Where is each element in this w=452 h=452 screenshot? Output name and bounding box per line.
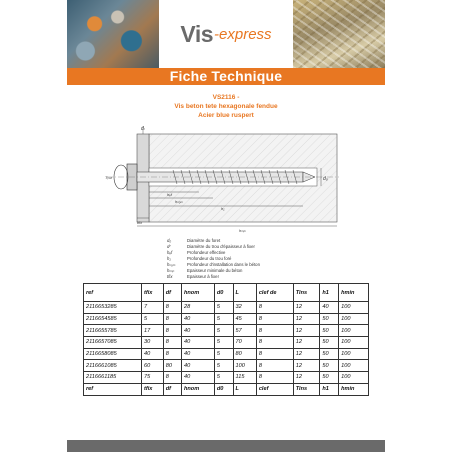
page-title-banner: Fiche Technique xyxy=(67,68,385,85)
table-cell: 7 xyxy=(141,302,163,314)
legend-item: hₙₒₘ Profondeur d'installation dans le béton xyxy=(167,262,260,267)
table-cell: h1 xyxy=(320,383,339,395)
table-cell: 8 xyxy=(163,372,181,384)
table-cell: L xyxy=(233,284,256,302)
table-cell: 8 xyxy=(256,360,293,372)
table-cell: 2116661185 xyxy=(84,372,142,384)
table-cell: 2116654585 xyxy=(84,313,142,325)
footer-bar xyxy=(67,440,385,452)
table-cell: 5 xyxy=(214,372,233,384)
table-cell: 8 xyxy=(163,302,181,314)
table-cell: hmin xyxy=(339,383,369,395)
legend-item: d₀ Diamètre du foret xyxy=(167,238,221,243)
table-cell: hmin xyxy=(339,284,369,302)
h1-label: h₁ xyxy=(221,206,225,211)
table-cell: 40 xyxy=(181,360,214,372)
header xyxy=(67,0,385,68)
table-cell: 12 xyxy=(293,302,320,314)
table-cell: 50 xyxy=(320,337,339,349)
table-cell: 12 xyxy=(293,325,320,337)
table-cell: 50 xyxy=(320,325,339,337)
table-cell: 8 xyxy=(256,348,293,360)
logo-vis-text: Vis xyxy=(180,20,214,47)
table-cell: clef xyxy=(256,383,293,395)
table-cell: 40 xyxy=(181,313,214,325)
table-cell: 8 xyxy=(256,337,293,349)
table-cell: L xyxy=(233,383,256,395)
table-cell: 100 xyxy=(339,302,369,314)
tinst-label: Tᵢₙₛₜ xyxy=(105,175,113,180)
table-cell: 60 xyxy=(141,360,163,372)
table-cell: 8 xyxy=(163,313,181,325)
table-cell: d0 xyxy=(214,284,233,302)
table-cell: 40 xyxy=(141,348,163,360)
table-cell: tfix xyxy=(141,284,163,302)
table-cell: 100 xyxy=(339,372,369,384)
table-cell: 30 xyxy=(141,337,163,349)
table-cell: 8 xyxy=(256,325,293,337)
table-cell: Tins xyxy=(293,284,320,302)
table-row xyxy=(84,360,369,372)
table-cell: 80 xyxy=(163,360,181,372)
symbol-legend xyxy=(167,238,260,280)
product-material: Acier blue ruspert xyxy=(198,112,254,119)
table-cell: 45 xyxy=(233,313,256,325)
table-cell: hnom xyxy=(181,284,214,302)
table-cell: Tins xyxy=(293,383,320,395)
table-cell: ref xyxy=(84,284,142,302)
hmin-label: hₘᵢₙ xyxy=(239,228,246,233)
fiche-technique-page xyxy=(67,0,385,452)
table-cell: 5 xyxy=(214,337,233,349)
table-cell: tfix xyxy=(141,383,163,395)
product-code: VS2116 - xyxy=(212,94,240,101)
table-cell: hnom xyxy=(181,383,214,395)
table-cell: df xyxy=(163,284,181,302)
table-row xyxy=(84,302,369,314)
table-cell: 2116655785 xyxy=(84,325,142,337)
table-cell: 12 xyxy=(293,348,320,360)
hnom-label: hₙₒₘ xyxy=(175,199,183,204)
table-cell: 40 xyxy=(181,348,214,360)
table-cell: 5 xyxy=(214,325,233,337)
table-cell: 57 xyxy=(233,325,256,337)
table-cell: 32 xyxy=(233,302,256,314)
table-cell: 50 xyxy=(320,372,339,384)
table-cell: 100 xyxy=(339,313,369,325)
d0-label: d₀ xyxy=(323,176,328,182)
table-cell: 28 xyxy=(181,302,214,314)
table-cell: 5 xyxy=(141,313,163,325)
hef-label: hₑf xyxy=(167,192,172,197)
table-cell: df xyxy=(163,383,181,395)
table-row xyxy=(84,372,369,384)
table-cell: 100 xyxy=(339,325,369,337)
table-row xyxy=(84,325,369,337)
table-cell: 100 xyxy=(339,360,369,372)
table-cell: 50 xyxy=(320,348,339,360)
table-cell: 12 xyxy=(293,313,320,325)
table-row xyxy=(84,337,369,349)
table-row xyxy=(84,348,369,360)
table-cell: 12 xyxy=(293,337,320,349)
product-name: Vis beton tete hexagonale fendue xyxy=(174,103,278,110)
table-cell: 70 xyxy=(233,337,256,349)
table-header-row xyxy=(84,284,369,302)
table-cell: 8 xyxy=(256,372,293,384)
table-cell: 115 xyxy=(233,372,256,384)
logo xyxy=(159,0,293,68)
table-cell: 2116653285 xyxy=(84,302,142,314)
table-cell: 12 xyxy=(293,372,320,384)
legend-item: dᶠ Diamètre du trou d'épaisseur à fixer xyxy=(167,244,255,249)
table-cell: 50 xyxy=(320,360,339,372)
table-cell: 17 xyxy=(141,325,163,337)
screws-photo xyxy=(293,0,385,68)
table-cell: 100 xyxy=(233,360,256,372)
table-cell: h1 xyxy=(320,284,339,302)
table-cell: 5 xyxy=(214,313,233,325)
table-cell: 12 xyxy=(293,360,320,372)
table-cell: 8 xyxy=(163,337,181,349)
legend-item: h₁ Profondeur du trou foré xyxy=(167,256,232,261)
technical-drawing xyxy=(103,124,343,234)
legend-item: tfix Epaisseur à fixer xyxy=(167,274,220,279)
table-cell: 2116658085 xyxy=(84,348,142,360)
product-titles xyxy=(67,93,385,120)
table-footer-row xyxy=(84,383,369,395)
legend-item: hₘᵢₙ Epaisseur minimale du béton xyxy=(167,268,243,273)
table-cell: ref xyxy=(84,383,142,395)
logo-express-text: -express xyxy=(214,25,272,43)
table-cell: 8 xyxy=(256,302,293,314)
table-cell: 40 xyxy=(181,325,214,337)
table-cell: 40 xyxy=(181,372,214,384)
legend-item: hₑf Profondeur effective xyxy=(167,250,226,255)
tfix-label: tfix xyxy=(137,220,143,225)
table-cell: 100 xyxy=(339,337,369,349)
spec-table xyxy=(83,283,369,396)
dl-label: dₗ xyxy=(141,126,145,132)
table-cell: 5 xyxy=(214,348,233,360)
table-cell: 80 xyxy=(233,348,256,360)
table-cell: 40 xyxy=(320,302,339,314)
table-cell: d0 xyxy=(214,383,233,395)
table-row xyxy=(84,313,369,325)
table-cell: 2116657085 xyxy=(84,337,142,349)
table-cell: 100 xyxy=(339,348,369,360)
table-cell: 2116661085 xyxy=(84,360,142,372)
table-cell: clef de xyxy=(256,284,293,302)
table-cell: 5 xyxy=(214,302,233,314)
table-cell: 8 xyxy=(163,348,181,360)
table-cell: 8 xyxy=(256,313,293,325)
table-cell: 8 xyxy=(163,325,181,337)
table-cell: 75 xyxy=(141,372,163,384)
tools-photo xyxy=(67,0,159,68)
table-cell: 5 xyxy=(214,360,233,372)
table-cell: 50 xyxy=(320,313,339,325)
table-cell: 40 xyxy=(181,337,214,349)
